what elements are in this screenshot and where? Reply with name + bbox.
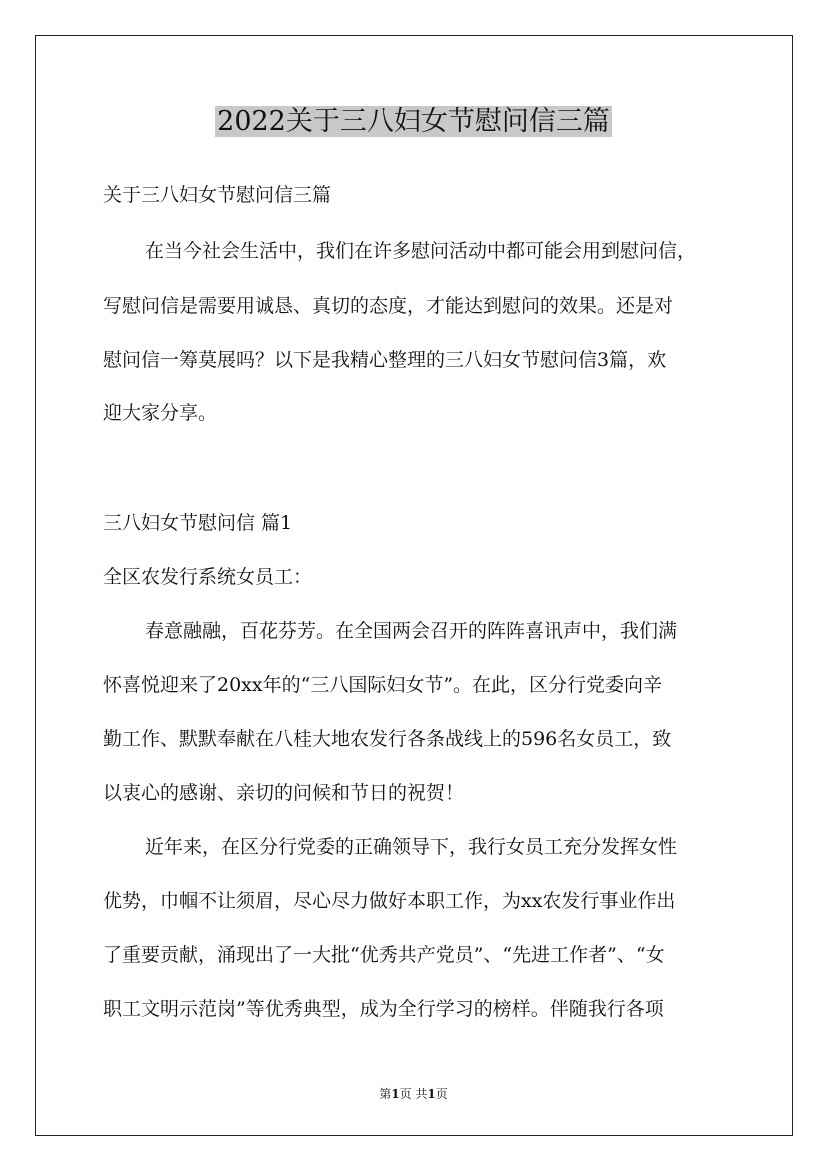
footer-prefix: 第 — [379, 1087, 392, 1101]
paragraph-line: 优势，巾帼不让须眉，尽心尽力做好本职工作，为xx农发行事业作出 — [103, 890, 676, 912]
paragraph-line: 春意融融，百花芬芳。在全国两会召开的阵阵喜讯声中，我们满 — [145, 620, 678, 642]
intro-line: 在当今社会生活中，我们在许多慰问活动中都可能会用到慰问信， — [145, 240, 697, 262]
footer-suffix: 页 — [435, 1087, 448, 1101]
document-title — [0, 100, 827, 144]
intro-line: 迎大家分享。 — [103, 402, 218, 424]
footer-page-current: 1 — [391, 1087, 400, 1101]
salutation: 全区农发行系统女员工： — [103, 566, 313, 588]
document-title-text: 2022关于三八妇女节慰问信三篇 — [217, 106, 610, 137]
document-subtitle: 关于三八妇女节慰问信三篇 — [103, 184, 332, 206]
paragraph-line: 职工文明示范岗”等优秀典型，成为全行学习的榜样。伴随我行各项 — [103, 998, 664, 1020]
intro-line: 慰问信一筹莫展吗？以下是我精心整理的三八妇女节慰问信3篇，欢 — [103, 349, 667, 371]
section-heading: 三八妇女节慰问信 篇1 — [103, 512, 293, 534]
paragraph-line: 了重要贡献，涌现出了一大批“优秀共产党员”、“先进工作者”、“女 — [103, 944, 665, 966]
intro-line: 写慰问信是需要用诚恳、真切的态度，才能达到慰问的效果。还是对 — [103, 295, 674, 317]
paragraph-line: 怀喜悦迎来了20xx年的“三八国际妇女节”。在此，区分行党委向辛 — [103, 674, 663, 696]
paragraph-line: 以衷心的感谢、亲切的问候和节日的祝贺！ — [103, 782, 465, 804]
footer-page-total: 1 — [427, 1087, 436, 1101]
page-footer — [0, 1085, 827, 1102]
paragraph-line: 勤工作、默默奉献在八桂大地农发行各条战线上的596名女员工，致 — [103, 728, 672, 750]
footer-mid: 页 共 — [399, 1087, 428, 1101]
paragraph-line: 近年来，在区分行党委的正确领导下，我行女员工充分发挥女性 — [145, 836, 678, 858]
